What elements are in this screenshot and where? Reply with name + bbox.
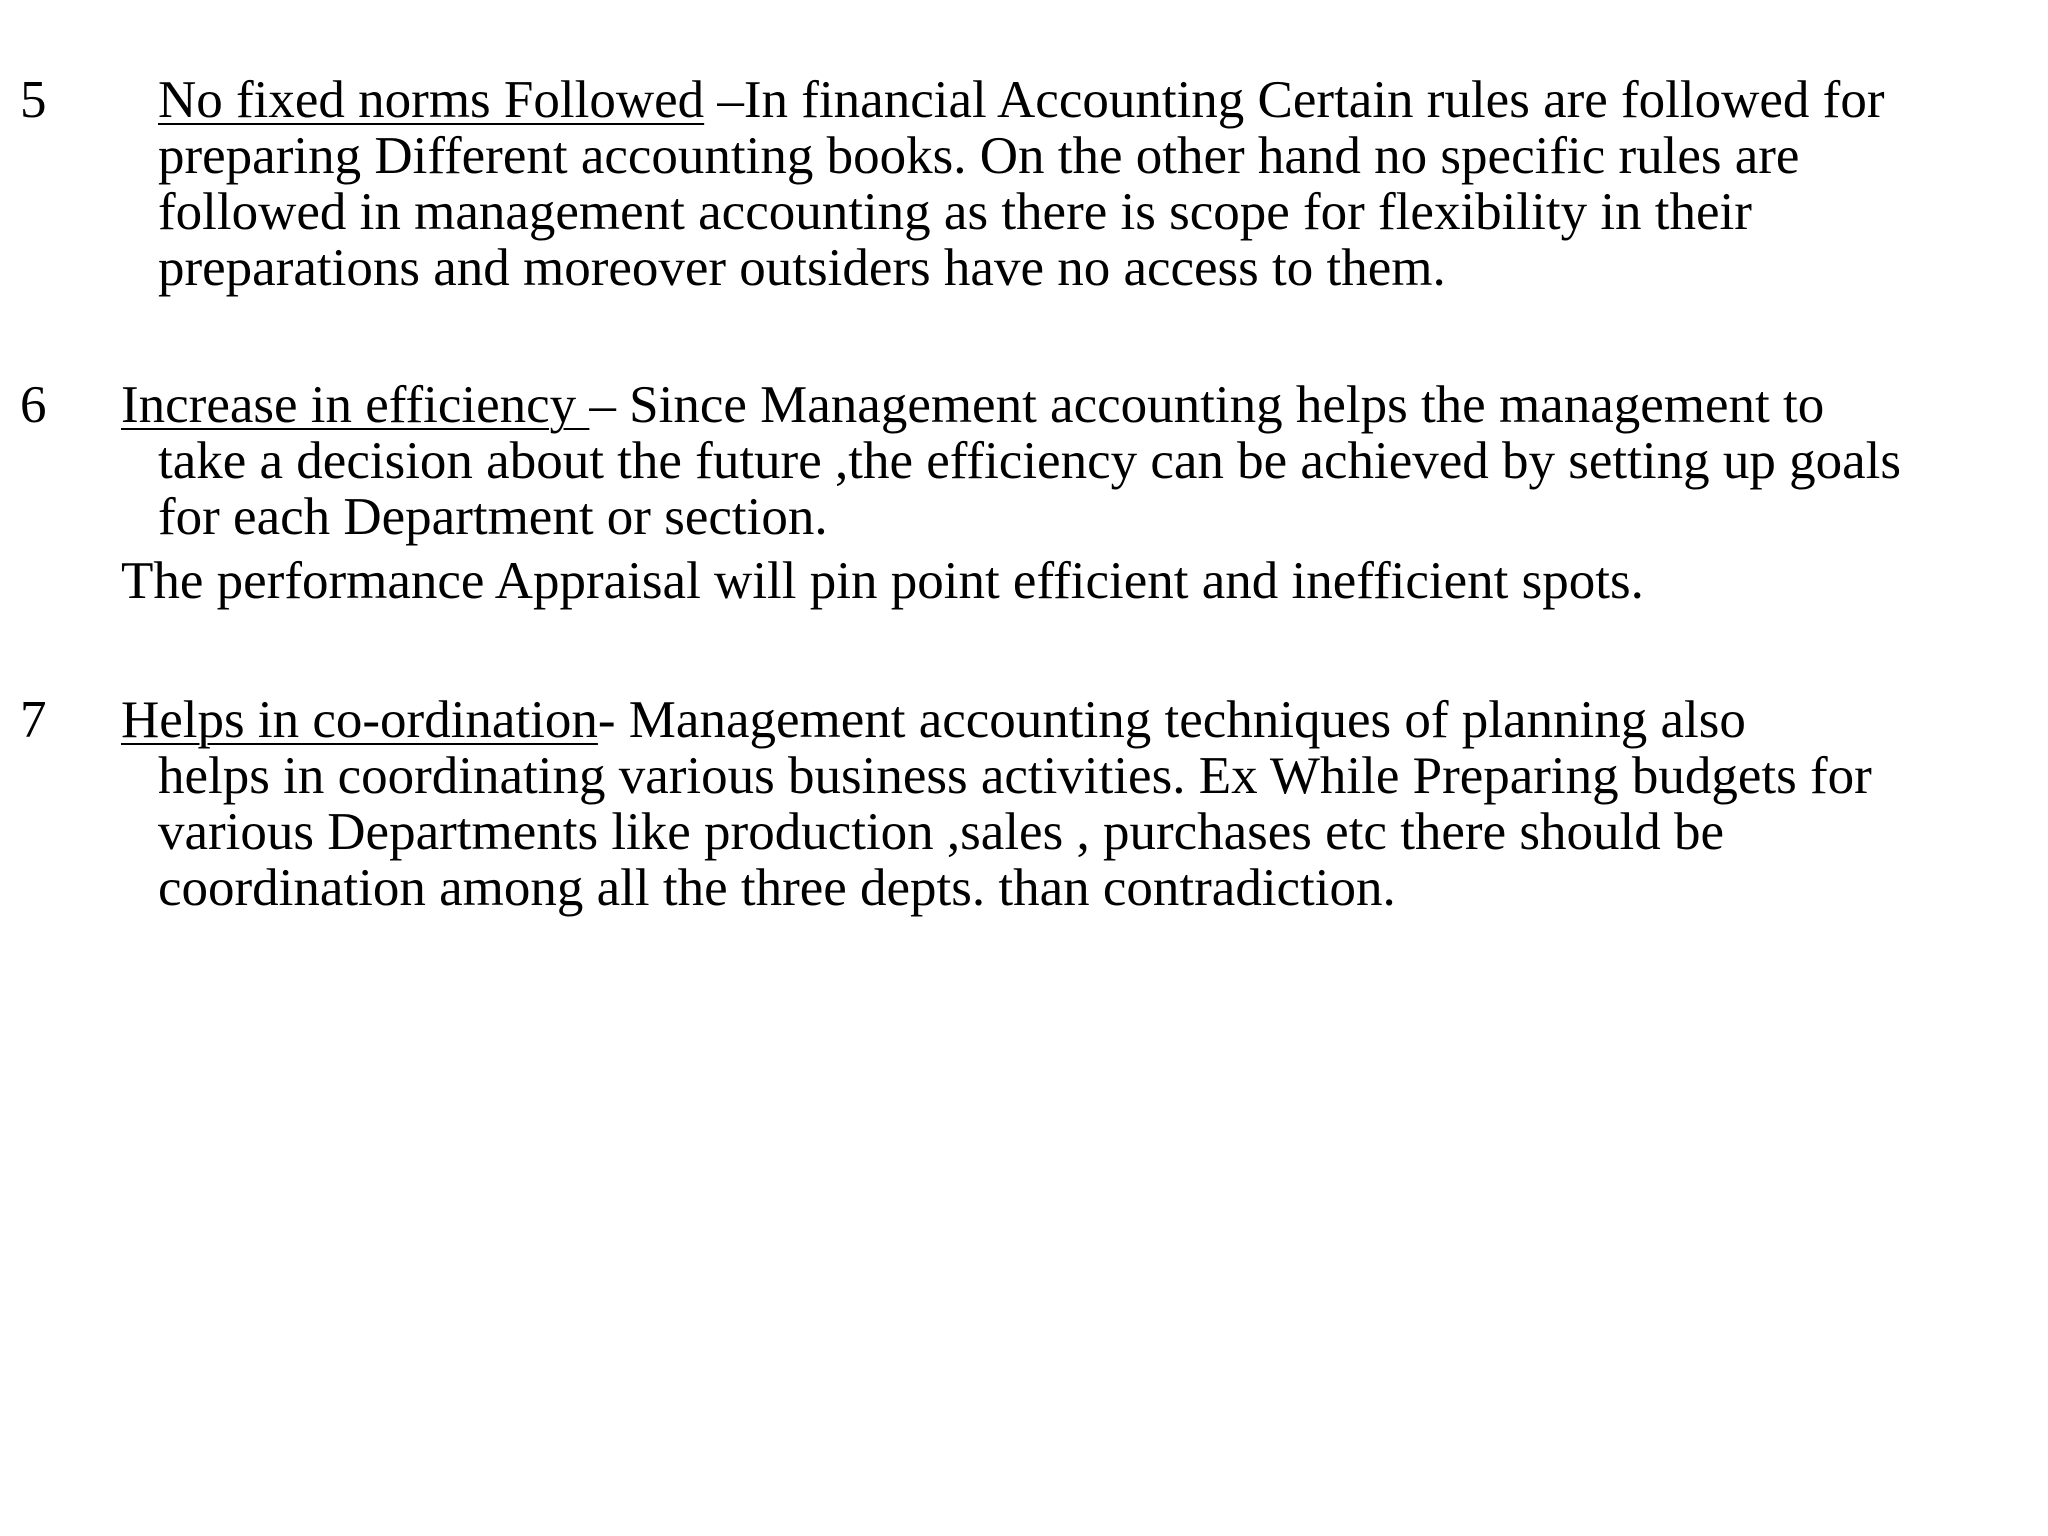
- item-heading: No fixed norms Followed: [158, 71, 705, 129]
- item-extra-text: The performance Appraisal will pin point efficient and inefficient spots.: [121, 552, 1644, 610]
- item-number: 7: [20, 691, 47, 749]
- item-text: – Since Management accounting helps the management to: [589, 376, 1825, 434]
- item-first-line: [158, 72, 1884, 128]
- item-text: various Departments like production ,sales , purchases etc there should be: [158, 803, 1724, 861]
- item-text: –In financial Accounting Certain rules are followed for: [704, 71, 1885, 129]
- item-text: - Management accounting techniques of planning also: [597, 691, 1746, 749]
- item-text: preparations and moreover outsiders have no access to them.: [158, 239, 1446, 297]
- item-text: for each Department or section.: [158, 488, 828, 546]
- item-text: coordination among all the three depts. than contradiction.: [158, 859, 1396, 917]
- item-heading: Helps in co-ordination: [121, 691, 598, 749]
- item-heading: Increase in efficiency: [121, 376, 590, 434]
- item-text: followed in management accounting as there is scope for flexibility in their: [158, 183, 1752, 241]
- item-number: 5: [20, 71, 47, 129]
- item-text: helps in coordinating various business activities. Ex While Preparing budgets for: [158, 747, 1872, 805]
- item-first-line: [121, 377, 1824, 433]
- item-text: take a decision about the future ,the efficiency can be achieved by setting up goals: [158, 432, 1901, 490]
- item-text: preparing Different accounting books. On the other hand no specific rules are: [158, 127, 1800, 185]
- item-number: 6: [20, 376, 47, 434]
- item-first-line: [121, 692, 1746, 748]
